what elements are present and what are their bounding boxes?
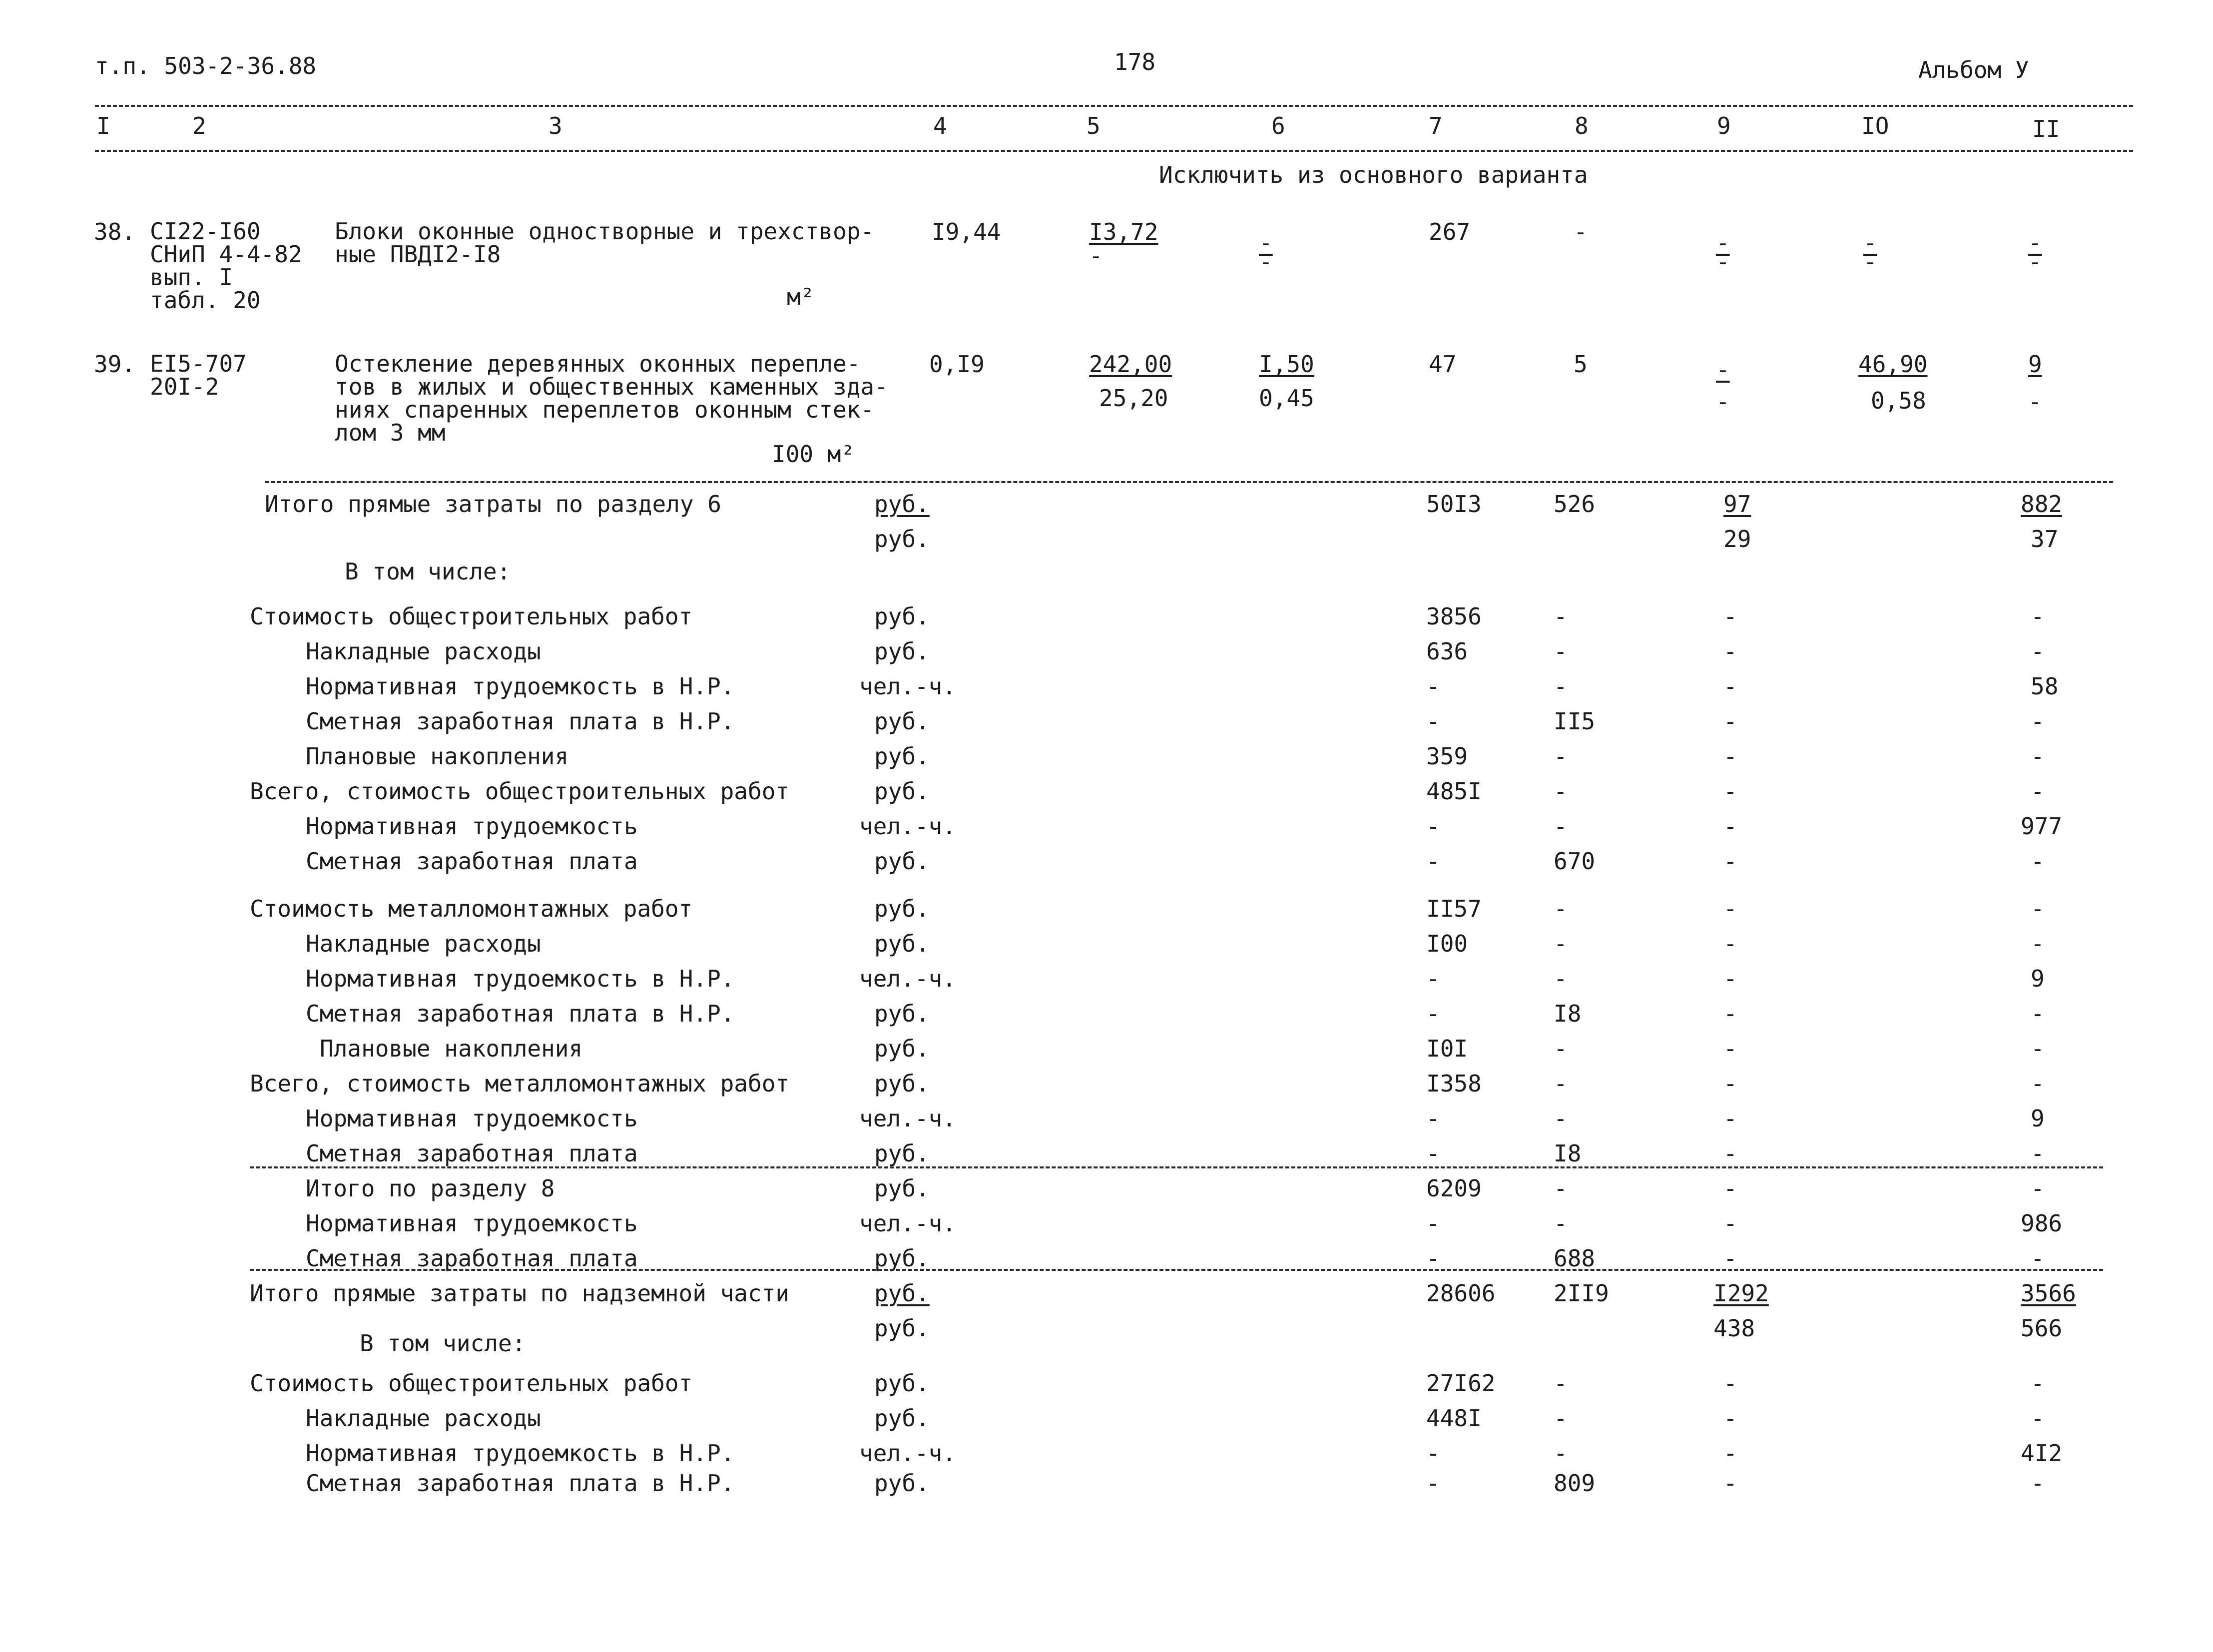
summary-label: Нормативная трудоемкость xyxy=(306,1210,638,1237)
summary-c7: 485I xyxy=(1426,778,1482,805)
summary-label: Сметная заработная плата в Н.Р. xyxy=(306,708,735,735)
item-c5-bottom: 25,20 xyxy=(1099,385,1168,412)
summary-unit: руб. xyxy=(874,848,930,875)
summary-c7: 28606 xyxy=(1426,1280,1496,1307)
summary-c7: - xyxy=(1426,848,1440,875)
summary-unit: руб. xyxy=(874,638,930,665)
summary-c8: - xyxy=(1554,1035,1568,1062)
summary-c9: - xyxy=(1723,895,1737,922)
summary-label: Плановые накопления xyxy=(320,1035,583,1062)
summary-c7: 636 xyxy=(1426,638,1468,665)
summary-c8: - xyxy=(1554,1070,1568,1097)
summary-c11: - xyxy=(2031,1370,2045,1397)
rule-after-section8 xyxy=(250,1269,2103,1271)
item-c6-bottom: 0,45 xyxy=(1259,385,1314,412)
col-header-5: 5 xyxy=(1087,112,1101,139)
summary-label: Плановые накопления xyxy=(306,743,569,770)
col-header-2: 2 xyxy=(192,112,206,139)
summary-c9: - xyxy=(1723,603,1737,630)
summary-c7: - xyxy=(1426,708,1440,735)
summary-c11: - xyxy=(2031,1405,2045,1432)
summary-label: Итого по разделу 8 xyxy=(306,1175,555,1202)
album-label: Альбом У xyxy=(1918,56,2029,83)
page-number: 178 xyxy=(1114,48,1156,75)
summary-c11: 882 xyxy=(2021,491,2063,518)
summary-c7: - xyxy=(1426,1245,1440,1272)
summary-unit: чел.-ч. xyxy=(859,1210,956,1237)
summary-c8: 809 xyxy=(1554,1470,1596,1497)
summary-c9: - xyxy=(1723,1440,1737,1467)
summary-c11: - xyxy=(2031,1000,2045,1027)
summary-unit: руб. xyxy=(874,1245,930,1272)
col-header-8: 8 xyxy=(1575,112,1589,139)
summary-unit: чел.-ч. xyxy=(859,1105,956,1132)
summary-c8: 2II9 xyxy=(1554,1280,1609,1307)
summary-unit: руб. xyxy=(874,603,930,630)
summary-c8: - xyxy=(1554,673,1568,700)
item-c9-top: - xyxy=(1716,356,1730,383)
summary-c8: - xyxy=(1554,743,1568,770)
item-c6-top: - xyxy=(1259,229,1273,256)
item-c10-top: - xyxy=(1863,229,1877,256)
summary-c9: - xyxy=(1723,930,1737,957)
summary-unit: руб. xyxy=(874,1315,930,1342)
summary-c8: - xyxy=(1554,778,1568,805)
summary-c11: 986 xyxy=(2021,1210,2063,1237)
item-description: Остекление деревянных оконных перепле- тов в жилых и общественных каменных зда- ниях спаренных переплетов оконным стек- лом 3 мм xyxy=(335,350,888,446)
summary-c7: - xyxy=(1426,1440,1440,1467)
summary-label: Сметная заработная плата xyxy=(306,848,638,875)
summary-c7: 448I xyxy=(1426,1405,1482,1432)
item-c5-bottom: - xyxy=(1089,242,1103,269)
summary-c7: - xyxy=(1426,1105,1440,1132)
summary-c8: - xyxy=(1554,965,1568,992)
summary-unit: руб. xyxy=(874,491,930,518)
summary-c7: II57 xyxy=(1426,895,1482,922)
summary-unit: руб. xyxy=(874,1140,930,1167)
summary-c9: - xyxy=(1723,1470,1737,1497)
summary-c9: 438 xyxy=(1713,1315,1755,1342)
summary-c11: - xyxy=(2031,638,2045,665)
summary-c7: 3856 xyxy=(1426,603,1482,630)
summary-unit: руб. xyxy=(874,930,930,957)
summary-c11: - xyxy=(2031,1035,2045,1062)
summary-label: Итого прямые затраты по разделу 6 xyxy=(265,491,721,518)
col-header-7: 7 xyxy=(1429,112,1443,139)
summary-c8: I8 xyxy=(1554,1000,1582,1027)
summary-c9: - xyxy=(1723,1070,1737,1097)
summary-label: Сметная заработная плата в Н.Р. xyxy=(306,1000,735,1027)
summary-c9: - xyxy=(1723,965,1737,992)
summary-c11: 4I2 xyxy=(2021,1440,2063,1467)
summary-c11: - xyxy=(2031,1175,2045,1202)
summary-unit: чел.-ч. xyxy=(859,1440,956,1467)
summary-c11: - xyxy=(2031,895,2045,922)
summary-c8: - xyxy=(1554,1370,1568,1397)
col-header-3: 3 xyxy=(549,112,562,139)
summary-c11: - xyxy=(2031,1470,2045,1497)
summary-c11: 566 xyxy=(2021,1315,2063,1342)
summary-c9: - xyxy=(1723,1210,1737,1237)
summary-c8: - xyxy=(1554,813,1568,840)
item-number: 39. xyxy=(94,351,136,378)
summary-c7: 359 xyxy=(1426,743,1468,770)
summary-c11: 3566 xyxy=(2021,1280,2076,1307)
summary-c7: - xyxy=(1426,813,1440,840)
summary-unit: руб. xyxy=(874,1405,930,1432)
summary-c9: - xyxy=(1723,778,1737,805)
item-unit: м² xyxy=(787,283,815,310)
rule-after-metal xyxy=(250,1166,2103,1168)
summary-c9: - xyxy=(1723,743,1737,770)
summary-label: Итого прямые затраты по надземной части xyxy=(250,1280,790,1307)
header-top-rule xyxy=(95,105,2133,107)
summary-c11: 9 xyxy=(2031,965,2045,992)
summary-c11: 37 xyxy=(2031,526,2059,552)
summary-c8: 688 xyxy=(1554,1245,1596,1272)
summary-c7: - xyxy=(1426,673,1440,700)
summary-c8: 670 xyxy=(1554,848,1596,875)
summary-c9: 29 xyxy=(1723,526,1751,552)
summary-c9: - xyxy=(1723,1140,1737,1167)
section-rule xyxy=(265,481,2113,483)
summary-label: Накладные расходы xyxy=(306,930,541,957)
summary-unit: чел.-ч. xyxy=(859,673,956,700)
summary-c8: - xyxy=(1554,895,1568,922)
item-c8: 5 xyxy=(1574,351,1588,378)
summary-label: Сметная заработная плата в Н.Р. xyxy=(306,1470,735,1497)
item-c9-bottom: - xyxy=(1716,248,1730,275)
summary-label: Сметная заработная плата xyxy=(306,1245,638,1272)
item-c9-bottom: - xyxy=(1716,388,1730,415)
summary-c9: - xyxy=(1723,708,1737,735)
summary-c11: 977 xyxy=(2021,813,2063,840)
summary-unit: руб. xyxy=(874,708,930,735)
summary-c11: - xyxy=(2031,930,2045,957)
summary-c7: - xyxy=(1426,1210,1440,1237)
summary-label: В том числе: xyxy=(345,558,511,585)
item-description: Блоки оконные одностворные и трехствор- ные ПВДI2-I8 xyxy=(335,218,875,268)
summary-c11: - xyxy=(2031,778,2045,805)
summary-unit: чел.-ч. xyxy=(859,965,956,992)
summary-c11: 9 xyxy=(2031,1105,2045,1132)
item-c11-top: - xyxy=(2028,229,2042,256)
item-c11-bottom: - xyxy=(2028,248,2042,275)
item-c8: - xyxy=(1574,218,1588,245)
col-header-10: IO xyxy=(1861,112,1889,139)
document-id: т.п. 503-2-36.88 xyxy=(95,52,317,79)
summary-unit: руб. xyxy=(874,778,930,805)
summary-label: Нормативная трудоемкость в Н.Р. xyxy=(306,965,735,992)
summary-label: Сметная заработная плата xyxy=(306,1140,638,1167)
summary-c11: - xyxy=(2031,848,2045,875)
summary-label: Нормативная трудоемкость xyxy=(306,1105,638,1132)
summary-c11: - xyxy=(2031,708,2045,735)
summary-label: Накладные расходы xyxy=(306,1405,541,1432)
summary-label: Нормативная трудоемкость в Н.Р. xyxy=(306,1440,735,1467)
summary-unit: чел.-ч. xyxy=(859,813,956,840)
summary-c11: - xyxy=(2031,603,2045,630)
item-c10-top: 46,90 xyxy=(1858,351,1928,378)
header-bottom-rule xyxy=(95,150,2133,152)
summary-c11: - xyxy=(2031,1140,2045,1167)
summary-c11: - xyxy=(2031,743,2045,770)
summary-label: Стоимость общестроительных работ xyxy=(250,603,693,630)
item-c6-bottom: - xyxy=(1259,248,1273,275)
col-header-11: II xyxy=(2032,115,2060,142)
item-c4: 0,I9 xyxy=(929,351,985,378)
summary-c9: - xyxy=(1723,1245,1737,1272)
col-header-9: 9 xyxy=(1717,112,1731,139)
summary-c9: - xyxy=(1723,638,1737,665)
item-number: 38. xyxy=(94,218,136,245)
item-unit: I00 м² xyxy=(772,441,855,468)
summary-label: Нормативная трудоемкость xyxy=(306,813,638,840)
summary-unit: руб. xyxy=(874,1280,930,1307)
summary-c7: - xyxy=(1426,1140,1440,1167)
summary-c8: - xyxy=(1554,1210,1568,1237)
summary-unit: руб. xyxy=(874,526,930,552)
item-c5-top: 242,00 xyxy=(1089,351,1172,378)
summary-c9: - xyxy=(1723,1105,1737,1132)
summary-c7: - xyxy=(1426,965,1440,992)
summary-c8: II5 xyxy=(1554,708,1596,735)
item-code: СI22-I60 СНиП 4-4-82 вып. I табл. 20 xyxy=(150,218,302,314)
summary-c8: - xyxy=(1554,930,1568,957)
summary-c9: - xyxy=(1723,673,1737,700)
summary-c8: 526 xyxy=(1554,491,1596,518)
item-c5-top: I3,72 xyxy=(1089,218,1158,245)
summary-label: В том числе: xyxy=(360,1330,526,1357)
summary-unit: руб. xyxy=(874,895,930,922)
summary-c7: 50I3 xyxy=(1426,491,1482,518)
item-c6-top: I,50 xyxy=(1259,351,1314,378)
summary-c9: - xyxy=(1723,1405,1737,1432)
summary-c7: I358 xyxy=(1426,1070,1482,1097)
summary-c9: - xyxy=(1723,1035,1737,1062)
summary-c8: - xyxy=(1554,603,1568,630)
item-c9-top: - xyxy=(1716,229,1730,256)
summary-c8: - xyxy=(1554,1175,1568,1202)
summary-unit: руб. xyxy=(874,743,930,770)
summary-unit: руб. xyxy=(874,1000,930,1027)
summary-c8: - xyxy=(1554,1105,1568,1132)
section-note: Исключить из основного варианта xyxy=(1159,161,1588,188)
summary-label: Нормативная трудоемкость в Н.Р. xyxy=(306,673,735,700)
item-c4: I9,44 xyxy=(932,218,1001,245)
summary-c8: I8 xyxy=(1554,1140,1582,1167)
summary-label: Всего, стоимость общестроительных работ xyxy=(250,778,790,805)
item-c11-top: 9 xyxy=(2028,351,2042,378)
summary-label: Накладные расходы xyxy=(306,638,541,665)
summary-unit: руб. xyxy=(874,1470,930,1497)
item-c10-bottom: - xyxy=(1863,248,1877,275)
summary-c11: - xyxy=(2031,1245,2045,1272)
summary-c8: - xyxy=(1554,1440,1568,1467)
summary-label: Всего, стоимость металломонтажных работ xyxy=(250,1070,790,1097)
item-code: ЕI5-707 20I-2 xyxy=(150,350,247,400)
summary-c11: 58 xyxy=(2031,673,2059,700)
item-c7: 267 xyxy=(1429,218,1471,245)
summary-c8: - xyxy=(1554,1405,1568,1432)
summary-c7: 6209 xyxy=(1426,1175,1482,1202)
col-header-1: I xyxy=(96,112,110,139)
item-c10-bottom: 0,58 xyxy=(1871,387,1926,414)
item-c11-bottom: - xyxy=(2028,388,2042,415)
summary-unit: руб. xyxy=(874,1175,930,1202)
summary-c9: - xyxy=(1723,848,1737,875)
summary-c9: I292 xyxy=(1713,1280,1769,1307)
col-header-4: 4 xyxy=(933,112,947,139)
summary-c9: - xyxy=(1723,813,1737,840)
summary-c7: - xyxy=(1426,1000,1440,1027)
summary-label: Стоимость металломонтажных работ xyxy=(250,895,693,922)
summary-c7: 27I62 xyxy=(1426,1370,1496,1397)
summary-unit: руб. xyxy=(874,1370,930,1397)
summary-c9: - xyxy=(1723,1000,1737,1027)
summary-c7: I00 xyxy=(1426,930,1468,957)
summary-unit: руб. xyxy=(874,1035,930,1062)
summary-c9: 97 xyxy=(1723,491,1751,518)
item-c7: 47 xyxy=(1429,351,1457,378)
summary-label: Стоимость общестроительных работ xyxy=(250,1370,693,1397)
col-header-6: 6 xyxy=(1271,112,1285,139)
summary-c7: I0I xyxy=(1426,1035,1468,1062)
summary-c9: - xyxy=(1723,1175,1737,1202)
summary-c7: - xyxy=(1426,1470,1440,1497)
summary-c11: - xyxy=(2031,1070,2045,1097)
summary-unit: руб. xyxy=(874,1070,930,1097)
summary-c8: - xyxy=(1554,638,1568,665)
summary-c9: - xyxy=(1723,1370,1737,1397)
